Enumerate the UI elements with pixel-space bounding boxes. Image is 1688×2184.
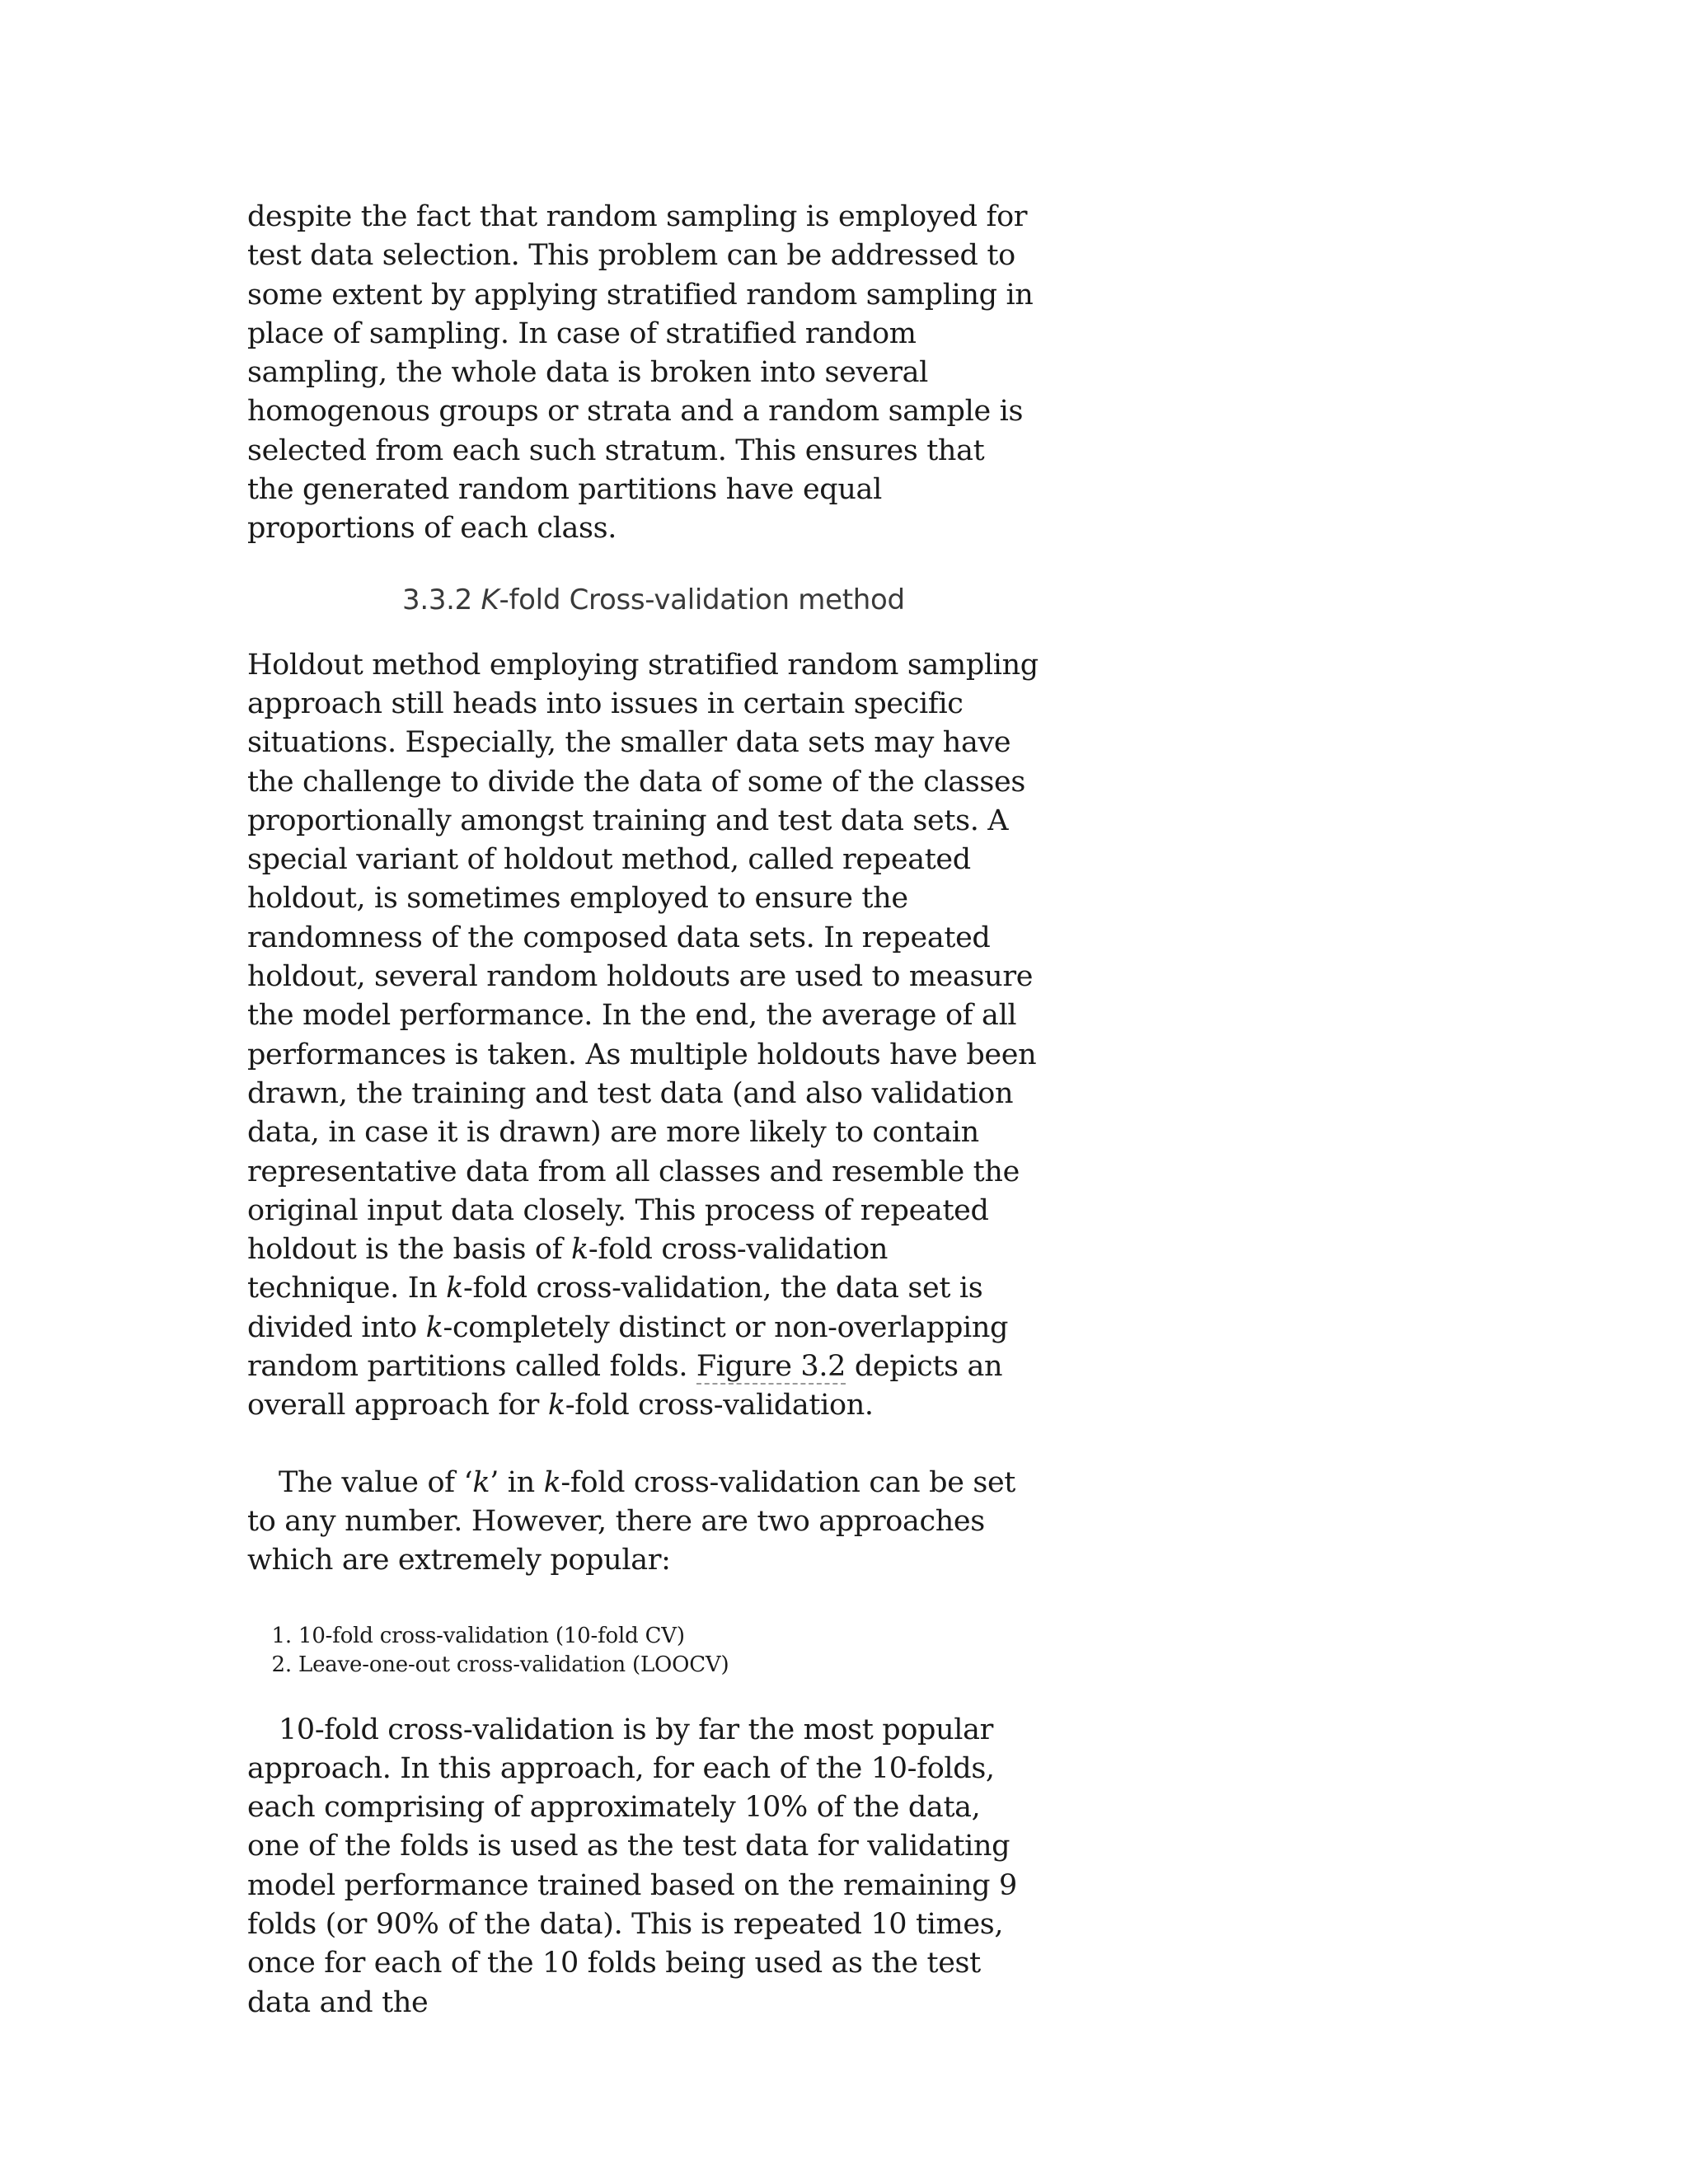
italic-k: k — [425, 1310, 443, 1344]
italic-k: k — [472, 1465, 490, 1499]
italic-k: k — [446, 1272, 464, 1305]
holdout-text-1: Holdout method employing stratified random sampling approach still heads into issues in certain specific situations. Especially, the smaller data sets may have the challenge to divide the data of some of the classes proportionally amongst training and test data sets. A special variant of holdout method, called repeated holdout, is sometimes employed to ensure the randomness of the composed data sets. In repeated holdout, several random holdouts are used to measure the model performance. In the end, the average of all performances is taken. As multiple holdouts have been drawn, the training and test data (and also validation data, in case it is drawn) are more likely to contain representative data from all classes and resemble the original input data closely. This process of repeated holdout is the basis of — [247, 648, 1039, 1267]
paragraph-holdout — [247, 646, 1039, 1426]
section-number: 3.3.2 — [402, 583, 473, 616]
holdout-text-3: -fold cross-validation, the data set is divided into — [247, 1272, 983, 1344]
cv-approaches-list — [247, 1622, 1039, 1680]
section-k: K — [481, 583, 499, 616]
value-text-1: The value of ‘ — [279, 1465, 473, 1499]
italic-k: k — [571, 1233, 588, 1267]
value-text-3: -fold cross-validation can be set to any number. However, there are two approaches which are extremely popular: — [247, 1465, 1016, 1577]
figure-3-2-link[interactable]: Figure 3.2 — [696, 1350, 846, 1384]
paragraph-intro: despite the fact that random sampling is employed for test data selection. This problem can be addressed to some extent by applying stratified random sampling in place of sampling. In case of stratified random sampling, the whole data is broken into several homogenous groups or strata and a random sample is selected from each such stratum. This ensures that the generated random partitions have equal proportions of each class. — [247, 200, 1034, 546]
list-item: 2. Leave-one-out cross-validation (LOOCV) — [298, 1651, 1039, 1680]
holdout-text-6: -fold cross-validation. — [565, 1389, 874, 1422]
holdout-text-2: -fold cross-validation technique. In — [247, 1233, 889, 1305]
page-content — [247, 198, 1039, 2022]
section-heading — [247, 583, 1039, 616]
list-item: 1. 10-fold cross-validation (10-fold CV) — [298, 1622, 1039, 1651]
holdout-text-4: -completely distinct or non-overlapping random partitions called folds. — [247, 1310, 1009, 1384]
italic-k: k — [543, 1465, 561, 1499]
value-text-2: ’ in — [490, 1465, 544, 1499]
holdout-text-5: depicts an overall approach for — [247, 1350, 1003, 1422]
section-title: -fold Cross-validation method — [499, 583, 905, 616]
paragraph-k-value — [247, 1464, 1039, 1581]
paragraph-tenfold: 10-fold cross-validation is by far the most popular approach. In this approach, for each of the 10-folds, each comprising of approximately 10% of the data, one of the folds is used as the test data for validating model performance trained based on the remaining 9 folds (or 90% of the data). This is repeated 10 times, once for each of the 10 folds being used as the test data and the — [247, 1713, 1017, 2019]
italic-k: k — [547, 1389, 565, 1422]
